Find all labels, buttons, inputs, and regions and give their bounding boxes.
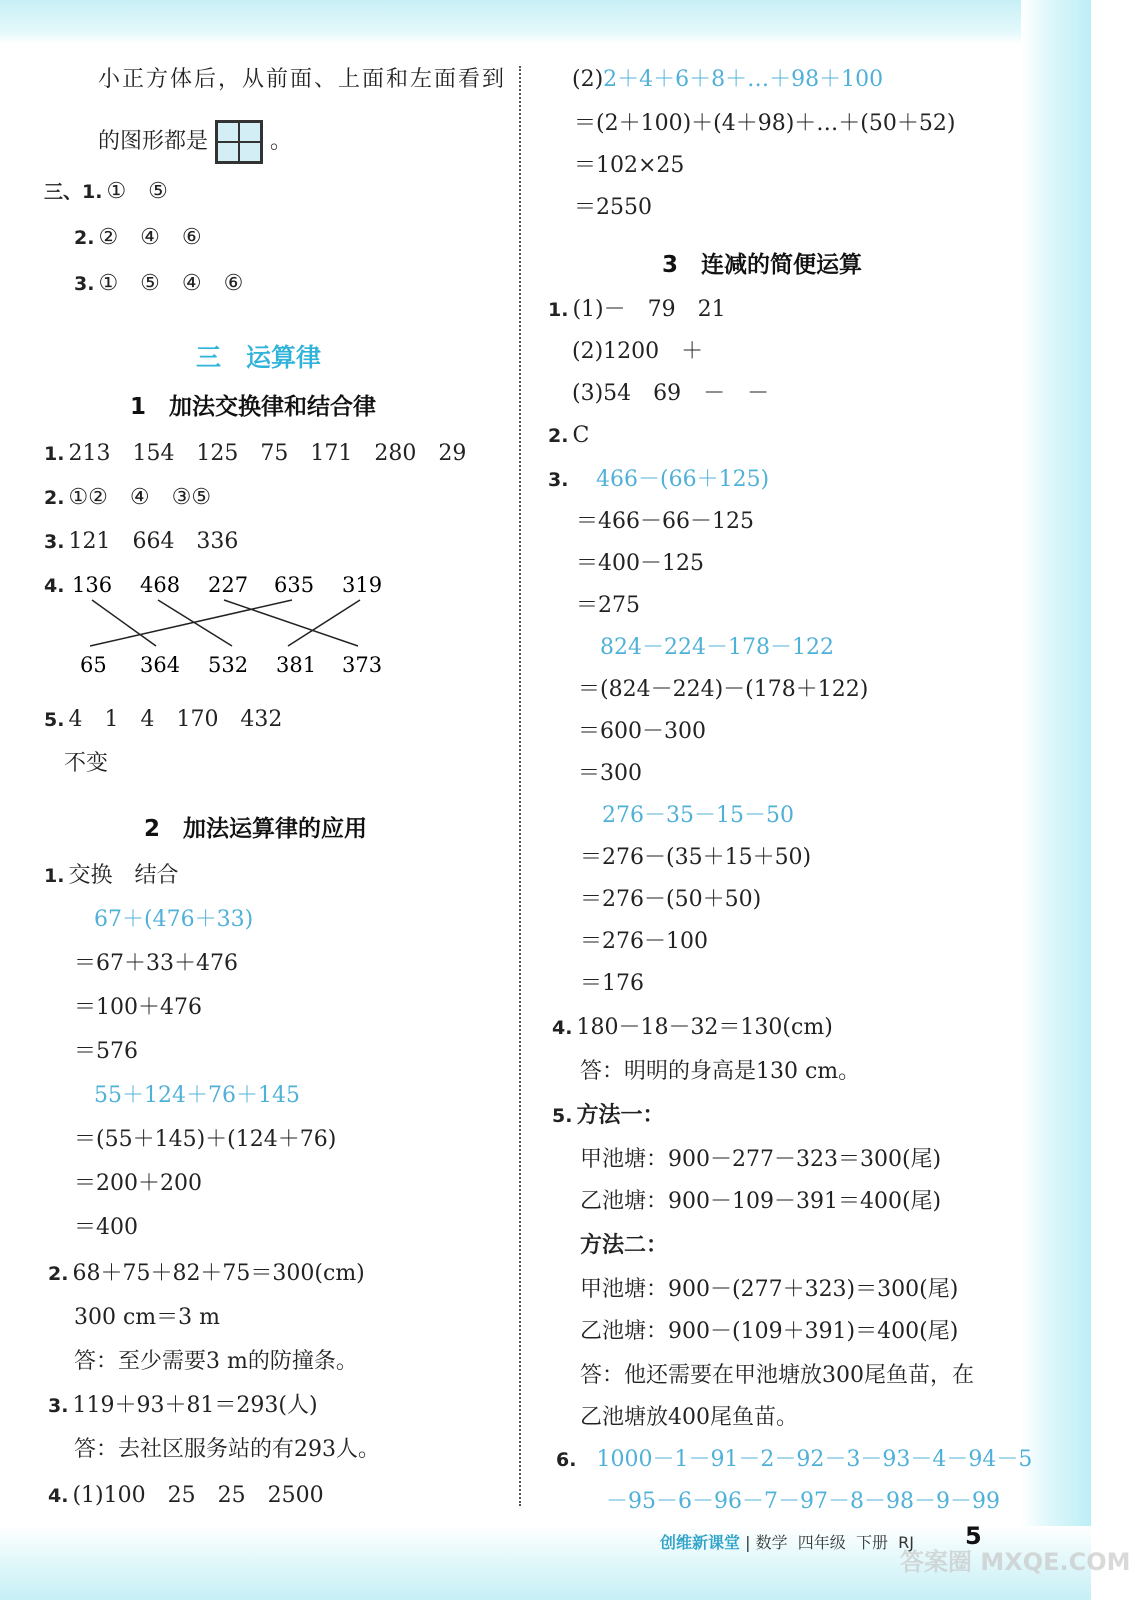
calc-c-step: ＝276－100 (580, 929, 708, 954)
match-line-1 (92, 600, 156, 646)
match-bottom-4: 381 (276, 653, 317, 677)
match-line-2 (158, 600, 232, 646)
r-p2: (2)2＋4＋6＋8＋…＋98＋100 (572, 67, 884, 92)
sec2-q2-line: 300 cm＝3 m (74, 1305, 221, 1330)
match-bottom-2: 364 (140, 653, 181, 677)
r-q6-line: －95－6－96－7－97－8－98－9－99 (606, 1489, 1000, 1514)
match-top-3: 227 (208, 573, 249, 597)
calc-c-expr: 276－35－15－50 (602, 803, 794, 828)
r-q5-line: 甲池塘：900－277－323＝300(尾) (580, 1147, 942, 1172)
r-p2-step: ＝(2＋100)＋(4＋98)＋…＋(50＋52) (574, 111, 956, 136)
match-line-4 (90, 600, 292, 646)
r-q6: 6. 1000－1－91－2－92－3－93－4－94－5 (556, 1447, 1033, 1472)
calc1-expr: 67＋(476＋33) (94, 907, 254, 932)
calc1-step: ＝67＋33＋476 (74, 951, 238, 976)
column-divider (519, 66, 521, 1506)
calc-c-step: ＝276－(50＋50) (580, 887, 762, 912)
page-footer: 创维新课堂 | 数学 四年级 下册 RJ (660, 1533, 914, 1552)
match-bottom-3: 532 (208, 653, 249, 677)
r-q2: 2. C (548, 423, 590, 448)
calc-b-expr: 824－224－178－122 (600, 635, 834, 660)
r-q1-line: (2)1200 ＋ (572, 339, 704, 364)
r-q1: 1. (1)－ 79 21 (548, 297, 726, 322)
right-wave-border (1021, 0, 1091, 1600)
match-line-5 (288, 600, 360, 646)
calc-b-step: ＝(824－224)－(178＋122) (578, 677, 869, 702)
sec2-q2: 2. 68＋75＋82＋75＝300(cm) (48, 1261, 365, 1286)
calc2-step: ＝400 (74, 1215, 138, 1240)
calc2-step: ＝(55＋145)＋(124＋76) (74, 1127, 337, 1152)
match-line-3 (224, 600, 358, 646)
calc-a-step: ＝275 (576, 593, 640, 618)
match-bottom-1: 65 (80, 653, 107, 677)
sec1-q5: 5. 4 1 4 170 432 (44, 707, 283, 732)
calc-c-step: ＝276－(35＋15＋50) (580, 845, 812, 870)
r-q5-line: 甲池塘：900－(277＋323)＝300(尾) (580, 1277, 959, 1302)
r-q4-answer: 答：明明的身高是130 cm。 (580, 1059, 861, 1084)
page-number: 5 (965, 1522, 982, 1550)
section-title-1: 1 加法交换律和结合律 (130, 394, 377, 420)
calc-a-step: ＝400－125 (576, 551, 704, 576)
match-bottom-5: 373 (342, 653, 383, 677)
match-top-1: 136 (72, 573, 113, 597)
calc-a-step: ＝466－66－125 (576, 509, 754, 534)
calc1-step: ＝576 (74, 1039, 138, 1064)
sec1-q3: 3. 121 664 336 (44, 529, 239, 554)
r-q5-answer: 乙池塘放400尾鱼苗。 (580, 1405, 798, 1430)
match-top-2: 468 (140, 573, 181, 597)
intro-text-2: 的图形都是 。 (98, 120, 292, 164)
r-q5-method2: 方法二： (580, 1233, 669, 1258)
r-q1-line: (3)54 69 － － (572, 381, 770, 406)
sec2-q1: 1. 交换 结合 (44, 863, 179, 888)
r-p2-step: ＝2550 (574, 195, 652, 220)
r-q3: 3. (548, 469, 569, 491)
r-p2-step: ＝102×25 (574, 153, 685, 178)
calc2-step: ＝200＋200 (74, 1171, 202, 1196)
sec1-q2: 2. ①② ④ ③⑤ (44, 485, 212, 510)
top-wave-border (0, 0, 1091, 44)
sec1-q1: 1. 213 154 125 75 171 280 29 (44, 441, 467, 466)
chapter-title: 三 运算律 (196, 343, 322, 372)
matching-diagram (60, 570, 400, 690)
section-title-3: 3 连减的简便运算 (662, 252, 863, 278)
r-q4: 4. 180－18－32＝130(cm) (552, 1015, 833, 1040)
square-grid-figure (215, 120, 263, 164)
calc1-step: ＝100＋476 (74, 995, 202, 1020)
r-q5: 5. 方法一： (552, 1103, 665, 1128)
s3-q1: 三、1. ① ⑤ (44, 179, 168, 204)
calc-b-step: ＝600－300 (578, 719, 706, 744)
s3-q2: 2. ② ④ ⑥ (74, 225, 202, 250)
calc-c-step: ＝176 (580, 971, 644, 996)
r-q5-line: 乙池塘：900－109－391＝400(尾) (580, 1189, 942, 1214)
r-q5-answer: 答：他还需要在甲池塘放300尾鱼苗，在 (580, 1363, 974, 1388)
match-top-4: 635 (274, 573, 315, 597)
calc-b-step: ＝300 (578, 761, 642, 786)
sec2-q2-answer: 答：至少需要3 m的防撞条。 (74, 1349, 358, 1374)
sec2-q4: 4. (1)100 25 25 2500 (48, 1483, 324, 1508)
calc2-expr: 55＋124＋76＋145 (94, 1083, 300, 1108)
section-title-2: 2 加法运算律的应用 (144, 816, 368, 842)
match-top-5: 319 (342, 573, 383, 597)
watermark: 答案圈 MXQE.COM (900, 1548, 1131, 1576)
calc-a-expr: 466－(66＋125) (596, 467, 770, 492)
r-q5-line: 乙池塘：900－(109＋391)＝400(尾) (580, 1319, 959, 1344)
sec1-q4: 4. (44, 575, 65, 597)
intro-text: 小正方体后，从前面、上面和左面看到 (98, 67, 507, 92)
s3-q3: 3. ① ⑤ ④ ⑥ (74, 271, 244, 296)
sec1-q5b: 不变 (64, 751, 109, 776)
sec2-q3: 3. 119＋93＋81＝293(人) (48, 1393, 318, 1418)
sec2-q3-answer: 答：去社区服务站的有293人。 (74, 1437, 380, 1462)
